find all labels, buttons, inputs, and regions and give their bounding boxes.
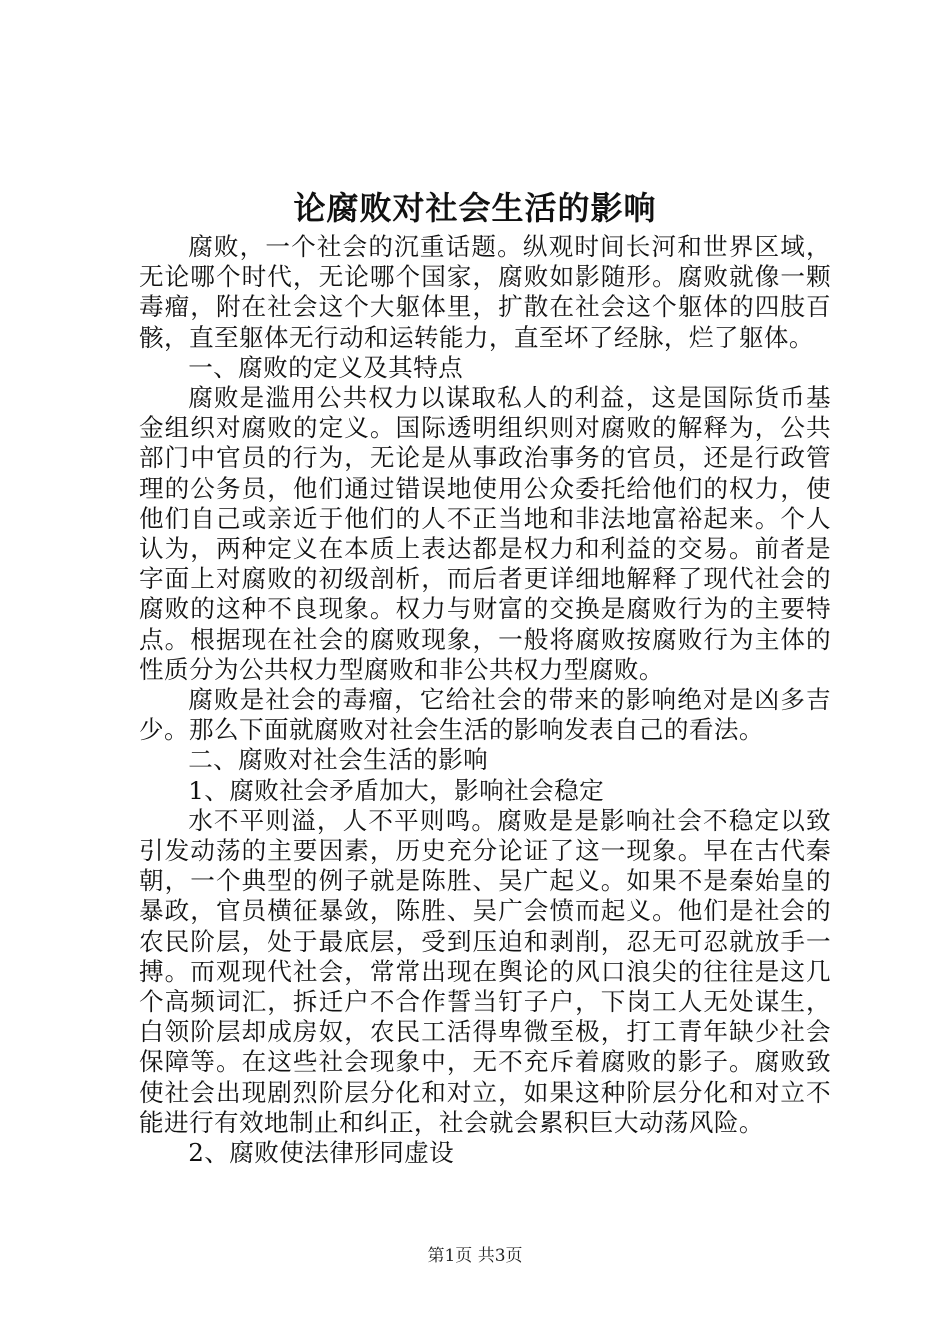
subsection-heading-1: 1、腐败社会矛盾加大，影响社会稳定 bbox=[188, 775, 605, 805]
section-heading-1: 一、腐败的定义及其特点 bbox=[188, 352, 464, 382]
document-body bbox=[139, 232, 831, 1168]
paragraph-definition: 腐败是滥用公共权力以谋取私人的利益，这是国际货币基金组织对腐败的定义。国际透明组织则对腐败的解释为，公共部门中官员的行为，无论是从事政治事务的官员，还是行政管理的公务员，他们通过错误地使用公众委托给他们的权力，使他们自己或亲近于他们的人不正当地和非法地富裕起来。个人认为，两种定义在本质上表达都是权力和利益的交易。前者是字面上对腐败的初级剖析，而后者更详细地解释了现代社会的腐败的这种不良现象。权力与财富的交换是腐败行为的主要特点。根据现在社会的腐败现象，一般将腐败按腐败行为主体的性质分为公共权力型腐败和非公共权力型腐败。 bbox=[139, 383, 831, 684]
document-title: 论腐败对社会生活的影响 bbox=[293, 189, 657, 227]
paragraph-transition: 腐败是社会的毒瘤，它给社会的带来的影响绝对是凶多吉少。那么下面就腐败对社会生活的影响发表自己的看法。 bbox=[139, 685, 831, 745]
subsection-heading-2: 2、腐败使法律形同虚设 bbox=[188, 1138, 455, 1168]
page-footer: 第1页 共3页 bbox=[427, 1246, 523, 1266]
paragraph-intro: 腐败，一个社会的沉重话题。纵观时间长河和世界区域，无论哪个时代，无论哪个国家，腐败如影随形。腐败就像一颗毒瘤，附在社会这个大躯体里，扩散在社会这个躯体的四肢百骸，直至躯体无行动和运转能力，直至坏了经脉，烂了躯体。 bbox=[139, 232, 831, 352]
paragraph-stability: 水不平则溢，人不平则鸣。腐败是是影响社会不稳定以致引发动荡的主要因素，历史充分论证了这一现象。早在古代秦朝，一个典型的例子就是陈胜、吴广起义。如果不是秦始皇的暴政，官员横征暴敛，陈胜、吴广会愤而起义。他们是社会的农民阶层，处于最底层，受到压迫和剥削，忍无可忍就放手一搏。而观现代社会，常常出现在舆论的风口浪尖的往往是这几个高频词汇，拆迁户不合作誓当钉子户，下岗工人无处谋生，白领阶层却成房奴，农民工活得卑微至极，打工青年缺少社会保障等。在这些社会现象中，无不充斥着腐败的影子。腐败致使社会出现剧烈阶层分化和对立，如果这种阶层分化和对立不能进行有效地制止和纠正，社会就会累积巨大动荡风险。 bbox=[139, 805, 831, 1137]
section-heading-2: 二、腐败对社会生活的影响 bbox=[188, 745, 489, 775]
